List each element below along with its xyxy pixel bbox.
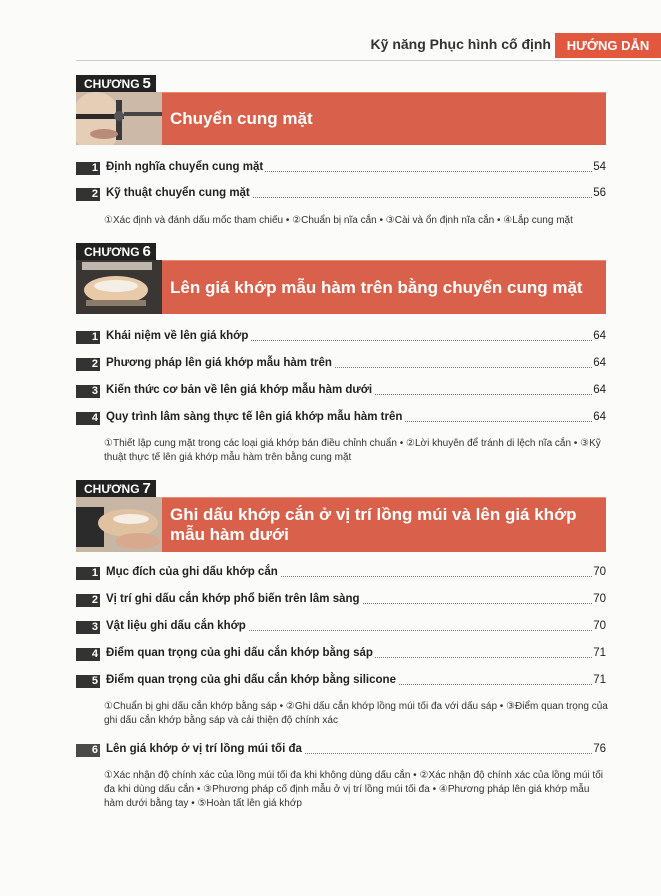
chapter-label: CHƯƠNG 5: [76, 75, 156, 92]
toc-number: 1: [76, 331, 100, 344]
toc-title: Phương pháp lên giá khớp mẫu hàm trên: [106, 357, 332, 369]
subtopics: ①Xác nhận độ chính xác của lồng múi tối đa khi không dùng dấu cắn • ②Xác nhận độ chính xác của lồng múi tối đa khi dùng dấu cắn • ③Phương pháp cố định mẫu ở vị trí lồng múi tối đa • ④Phương pháp lên giá khớp mẫu hàm dưới bằng tay • ⑤Hoàn tất lên giá khớp: [104, 770, 603, 809]
toc-row[interactable]: [76, 330, 606, 346]
toc-page: 70: [593, 566, 606, 578]
chapter-photo: [76, 497, 162, 552]
toc-number: 3: [76, 385, 100, 398]
toc-row[interactable]: [76, 674, 606, 690]
toc-number: 2: [76, 358, 100, 371]
chapter-title: Ghi dấu khớp cắn ở vị trí lồng múi và lên giá khớp mẫu hàm dưới: [162, 497, 606, 552]
toc-page: 56: [593, 187, 606, 199]
chapter-title: Chuyển cung mặt: [162, 92, 606, 145]
toc-row[interactable]: [76, 620, 606, 636]
chapter-title: Lên giá khớp mẫu hàm trên bằng chuyển cung mặt: [162, 260, 606, 314]
toc-title: Khái niệm về lên giá khớp: [106, 330, 249, 342]
toc-row[interactable]: [76, 647, 606, 663]
toc-title: Vật liệu ghi dấu cắn khớp: [106, 620, 246, 632]
toc-row[interactable]: [76, 411, 606, 427]
toc-title: Điểm quan trọng của ghi dấu cắn khớp bằng silicone: [106, 674, 396, 686]
toc-page: 71: [593, 674, 606, 686]
toc-row[interactable]: [76, 566, 606, 582]
toc-title: Mục đích của ghi dấu khớp cắn: [106, 566, 278, 578]
toc-page: 64: [593, 357, 606, 369]
toc-row[interactable]: [76, 743, 606, 759]
toc-page: 64: [593, 384, 606, 396]
toc-number: 5: [76, 675, 100, 688]
toc-number: 6: [76, 744, 100, 757]
toc-title: Kỹ thuật chuyển cung mặt: [106, 187, 250, 199]
toc-number: 2: [76, 594, 100, 607]
chapter-photo: [76, 260, 162, 314]
chapter-photo: [76, 92, 162, 145]
toc-title: Vị trí ghi dấu cắn khớp phổ biến trên lâm sàng: [106, 593, 360, 605]
toc-title: Kiến thức cơ bản về lên giá khớp mẫu hàm dưới: [106, 384, 373, 396]
toc-number: 1: [76, 162, 100, 175]
toc-page: 54: [593, 161, 606, 173]
header-tag: HƯỚNG DẪN: [555, 33, 661, 58]
subtopics: ①Xác định và đánh dấu mốc tham chiếu • ②Chuẩn bị nĩa cắn • ③Cài và ổn định nĩa cắn • ④Lắp cung mặt: [104, 215, 573, 226]
toc-number: 2: [76, 188, 100, 201]
subtopics: ①Chuẩn bị ghi dấu cắn khớp bằng sáp • ②Ghi dấu cắn khớp lồng múi tối đa với dấu sáp • ③Điểm quan trọng của ghi dấu cắn khớp bằng sáp và cải thiện độ chính xác: [104, 701, 608, 726]
toc-number: 4: [76, 412, 100, 425]
toc-page: 71: [593, 647, 606, 659]
toc-title: Định nghĩa chuyển cung mặt: [106, 161, 264, 173]
toc-number: 1: [76, 567, 100, 580]
toc-row[interactable]: [76, 161, 606, 177]
toc-page: 70: [593, 620, 606, 632]
subtopics: ①Thiết lập cung mặt trong các loại giá khớp bán điều chỉnh chuẩn • ②Lời khuyên để tránh di lệch nĩa cắn • ③Kỹ thuật thực tế lên giá khớp mẫu hàm trên bằng cung mặt: [104, 438, 601, 463]
book-title: Kỹ năng Phục hình cố định: [370, 36, 551, 52]
header-rule: [76, 60, 661, 61]
toc-row[interactable]: [76, 357, 606, 373]
toc-title: Quy trình lâm sàng thực tế lên giá khớp mẫu hàm trên: [106, 411, 403, 423]
toc-row[interactable]: [76, 593, 606, 609]
toc-title: Lên giá khớp ở vị trí lồng múi tối đa: [106, 743, 302, 755]
toc-title: Điểm quan trọng của ghi dấu cắn khớp bằng sáp: [106, 647, 373, 659]
page-header: [0, 32, 661, 60]
toc-page: 70: [593, 593, 606, 605]
toc-page: 64: [593, 330, 606, 342]
toc-page: 76: [593, 743, 606, 755]
toc-page: 64: [593, 411, 606, 423]
toc-row[interactable]: [76, 384, 606, 400]
chapter-6: [76, 243, 606, 313]
chapter-7: [76, 480, 606, 552]
toc-number: 4: [76, 648, 100, 661]
chapter-5: [76, 75, 606, 145]
toc-number: 3: [76, 621, 100, 634]
toc-row[interactable]: [76, 187, 606, 203]
chapter-label: CHƯƠNG 7: [76, 480, 156, 497]
chapter-label: CHƯƠNG 6: [76, 243, 156, 260]
